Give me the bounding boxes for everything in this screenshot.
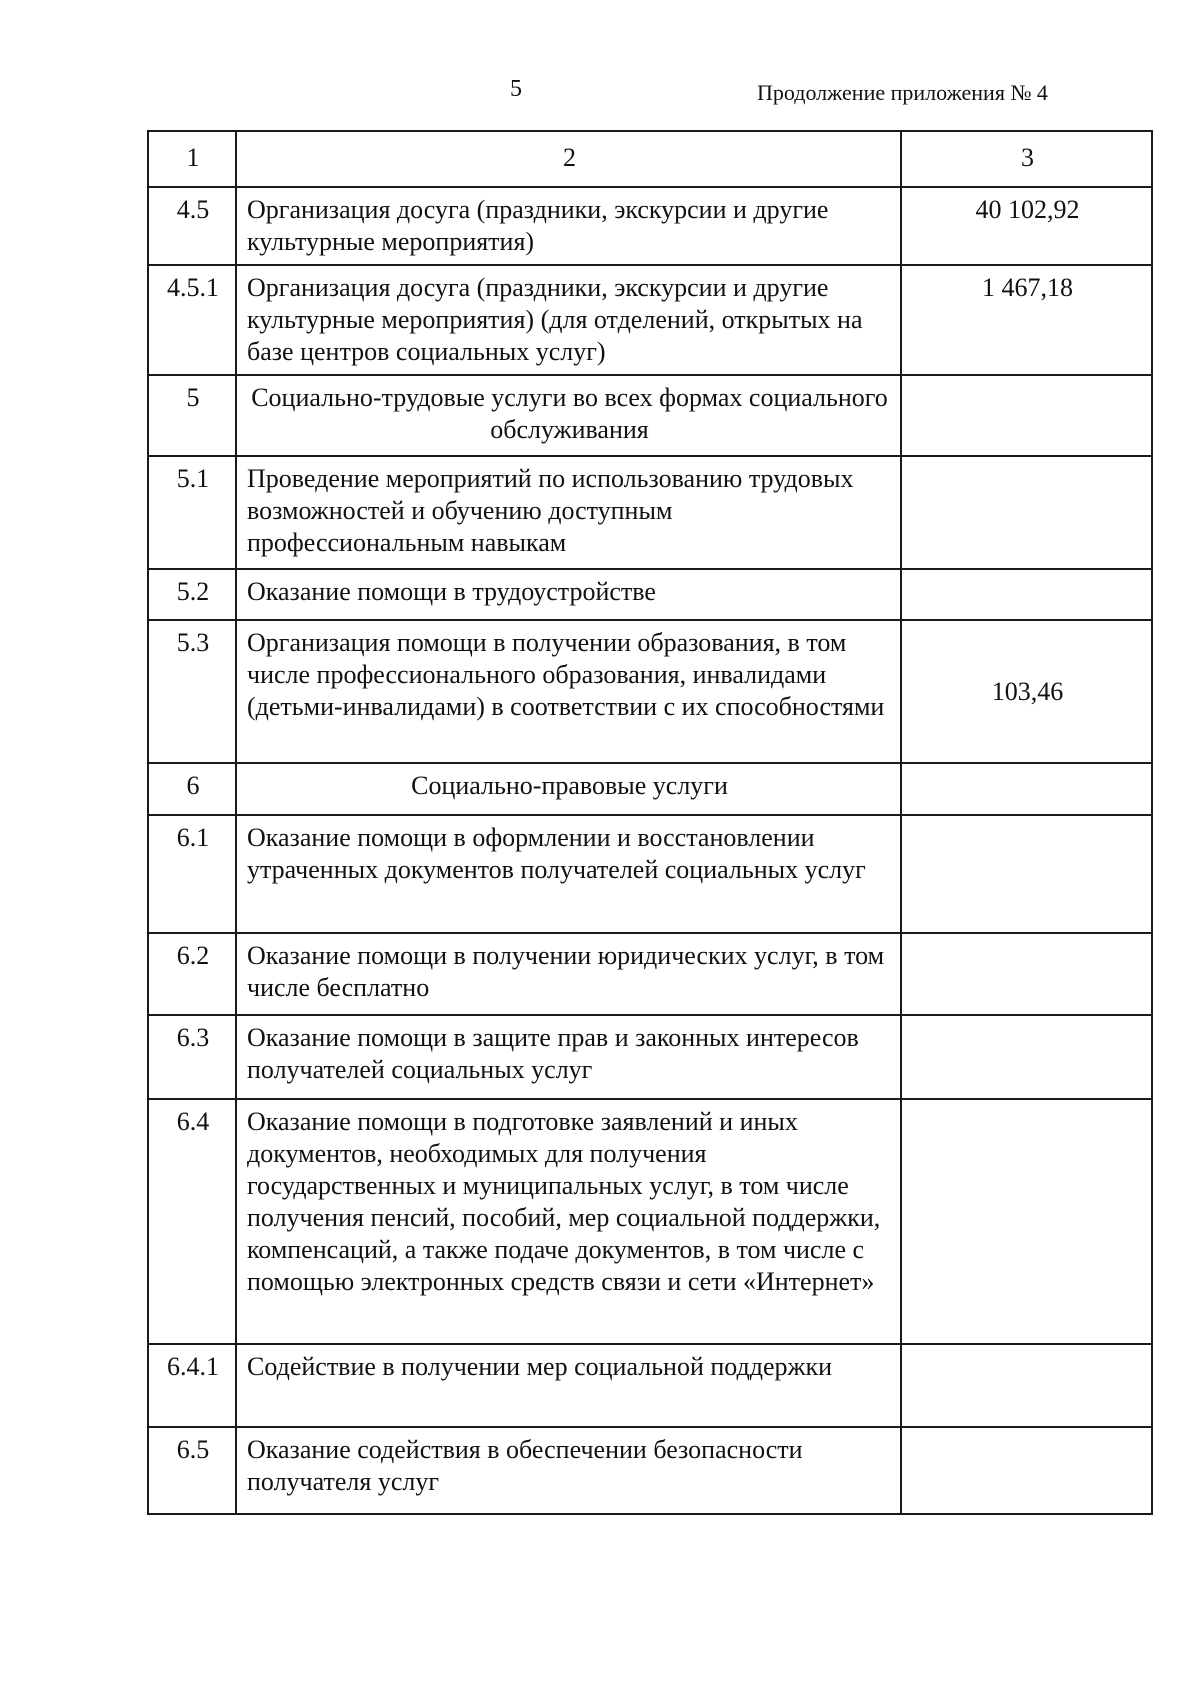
table-row [148, 815, 1152, 933]
row-number: 5.1 [148, 456, 236, 569]
service-name: Оказание помощи в трудоустройстве [236, 569, 901, 620]
row-number: 4.5 [148, 187, 236, 265]
section-title: Социально-правовые услуги [236, 763, 901, 815]
service-name: Содействие в получении мер социальной поддержки [236, 1344, 901, 1427]
table-row [148, 763, 1152, 815]
row-number: 6.3 [148, 1015, 236, 1099]
row-number: 6.4.1 [148, 1344, 236, 1427]
service-value [901, 375, 1152, 456]
table-row [148, 456, 1152, 569]
table-header-row [148, 131, 1152, 187]
service-name: Оказание помощи в подготовке заявлений и иных документов, необходимых для получения государственных и муниципальных услуг, в том числе получения пенсий, пособий, мер социальной поддержки, компенсаций, а также подаче документов, в том числе с помощью электронных средств связи и сети «Интернет» [236, 1099, 901, 1344]
row-number: 5.3 [148, 620, 236, 763]
table-row [148, 187, 1152, 265]
row-number: 6.5 [148, 1427, 236, 1514]
page-number: 5 [510, 76, 522, 102]
column-header-3: 3 [901, 131, 1152, 187]
column-header-2: 2 [236, 131, 901, 187]
table-row [148, 620, 1152, 763]
table-row [148, 1427, 1152, 1514]
table-row [148, 933, 1152, 1015]
section-title: Социально-трудовые услуги во всех формах социального обслуживания [236, 375, 901, 456]
service-name: Оказание помощи в защите прав и законных интересов получателей социальных услуг [236, 1015, 901, 1099]
service-name: Организация помощи в получении образования, в том числе профессионального образования, инвалидами (детьми-инвалидами) в соответствии с их способностями [236, 620, 901, 763]
service-name: Оказание содействия в обеспечении безопасности получателя услуг [236, 1427, 901, 1514]
service-name: Организация досуга (праздники, экскурсии и другие культурные мероприятия) [236, 187, 901, 265]
table-row [148, 375, 1152, 456]
service-value [901, 456, 1152, 569]
service-name: Оказание помощи в оформлении и восстановлении утраченных документов получателей социальных услуг [236, 815, 901, 933]
service-value [901, 763, 1152, 815]
row-number: 5 [148, 375, 236, 456]
table-row [148, 265, 1152, 375]
service-name: Оказание помощи в получении юридических услуг, в том числе бесплатно [236, 933, 901, 1015]
service-value: 103,46 [901, 620, 1152, 763]
service-value: 40 102,92 [901, 187, 1152, 265]
table-row [148, 1015, 1152, 1099]
table-row [148, 1099, 1152, 1344]
row-number: 6 [148, 763, 236, 815]
table-row [148, 569, 1152, 620]
table-row [148, 1344, 1152, 1427]
service-name: Проведение мероприятий по использованию трудовых возможностей и обучению доступным профессиональным навыкам [236, 456, 901, 569]
services-table [147, 130, 1153, 1515]
row-number: 4.5.1 [148, 265, 236, 375]
service-value [901, 1427, 1152, 1514]
row-number: 5.2 [148, 569, 236, 620]
row-number: 6.4 [148, 1099, 236, 1344]
row-number: 6.2 [148, 933, 236, 1015]
row-number: 6.1 [148, 815, 236, 933]
service-value [901, 1015, 1152, 1099]
service-value [901, 815, 1152, 933]
service-value [901, 1344, 1152, 1427]
service-value [901, 933, 1152, 1015]
service-value: 1 467,18 [901, 265, 1152, 375]
service-value [901, 1099, 1152, 1344]
appendix-continuation-label: Продолжение приложения № 4 [757, 80, 1048, 105]
column-header-1: 1 [148, 131, 236, 187]
service-name: Организация досуга (праздники, экскурсии и другие культурные мероприятия) (для отделений, открытых на базе центров социальных услуг) [236, 265, 901, 375]
service-value [901, 569, 1152, 620]
